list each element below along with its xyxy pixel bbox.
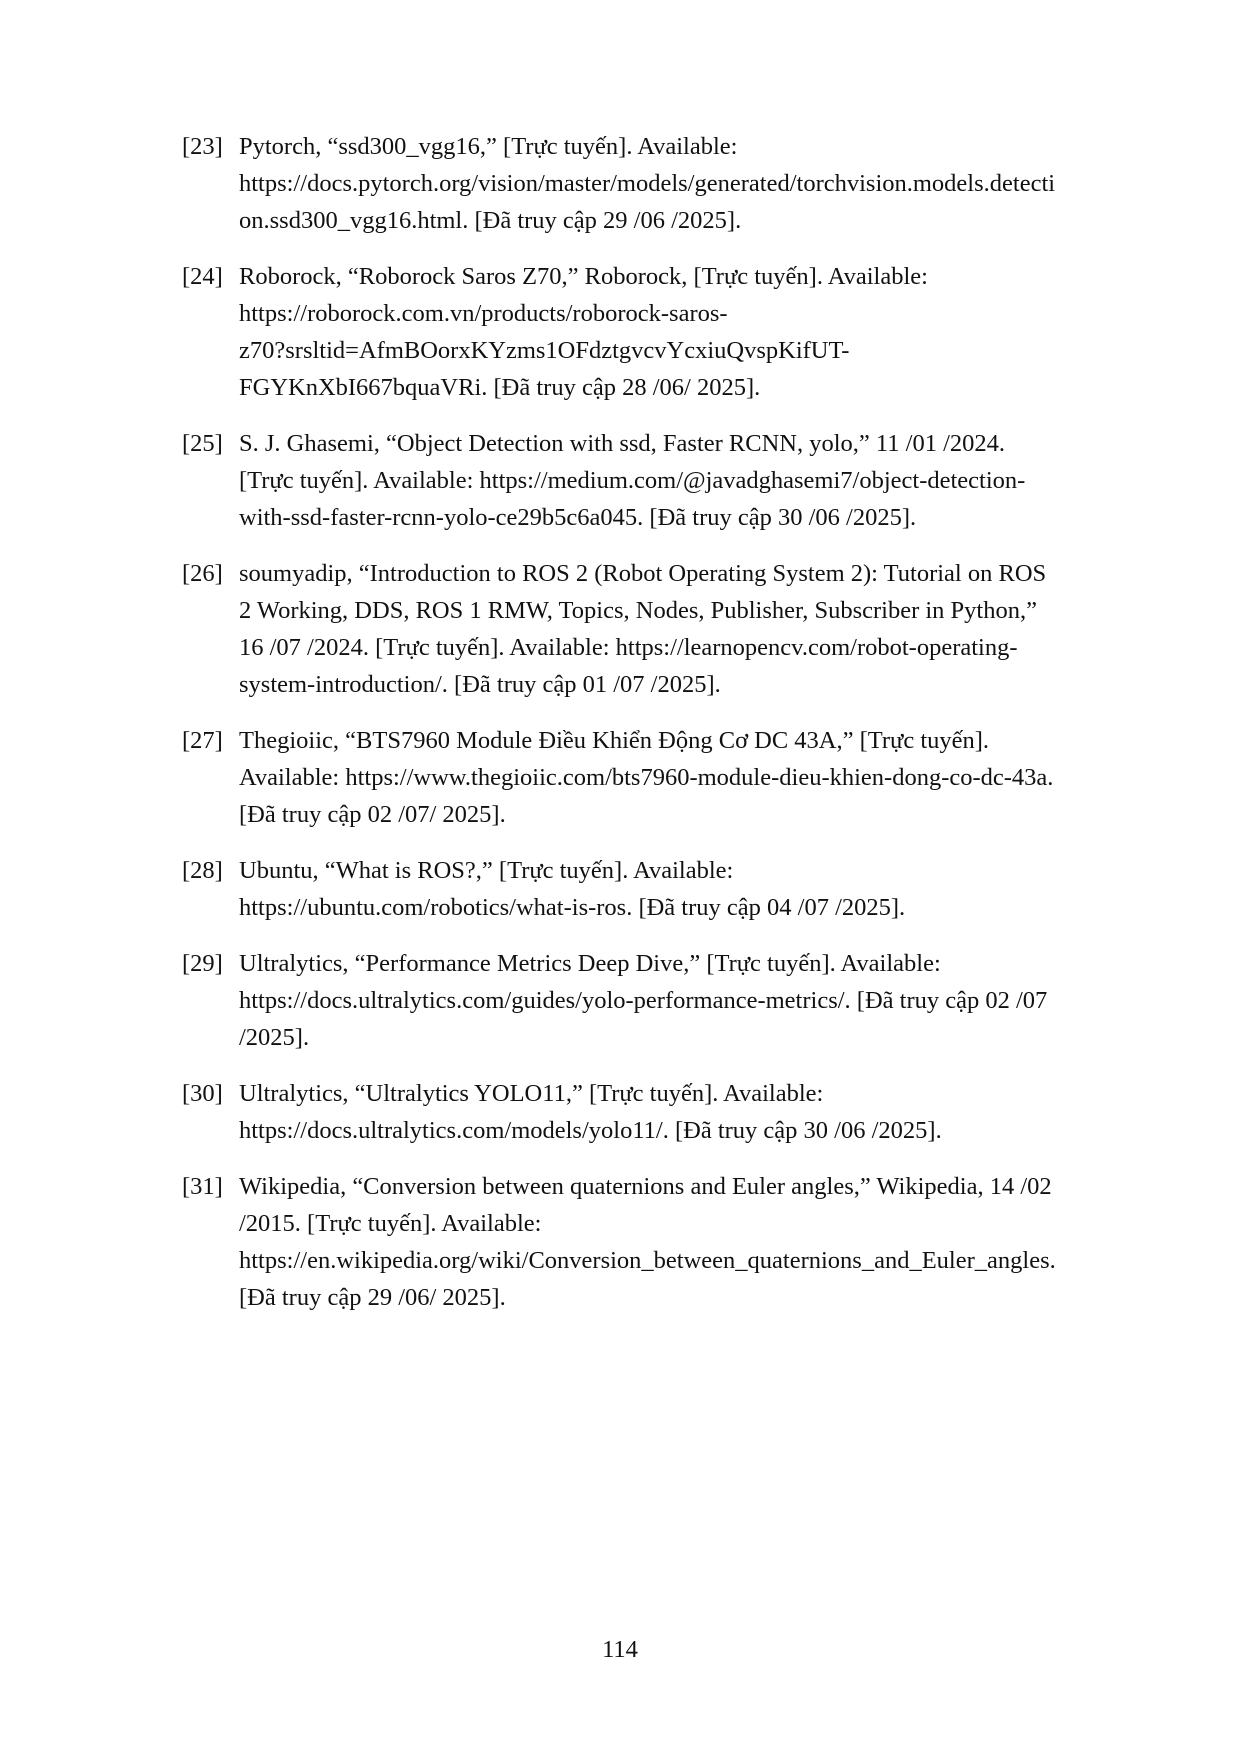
reference-line: 2 Working, DDS, ROS 1 RMW, Topics, Nodes, Publisher, Subscriber in Python,” xyxy=(239,597,1037,624)
reference-list xyxy=(182,128,1142,1335)
reference-text xyxy=(239,425,1142,536)
reference-number: [24] xyxy=(182,263,223,290)
reference-item xyxy=(182,1075,1142,1149)
reference-line: https://ubuntu.com/robotics/what-is-ros. [Đã truy cập 04 /07 /2025]. xyxy=(239,894,906,921)
reference-line: with-ssd-faster-rcnn-yolo-ce29b5c6a045. [Đã truy cập 30 /06 /2025]. xyxy=(239,504,917,531)
reference-number: [29] xyxy=(182,950,223,977)
reference-text xyxy=(239,1168,1142,1316)
reference-line: 16 /07 /2024. [Trực tuyến]. Available: https://learnopencv.com/robot-operating- xyxy=(239,634,1018,661)
reference-line: Thegioiic, “BTS7960 Module Điều Khiển Động Cơ DC 43A,” [Trực tuyến]. xyxy=(239,727,990,754)
reference-number: [30] xyxy=(182,1080,223,1107)
reference-line: /2025]. xyxy=(239,1024,310,1051)
reference-line: https://docs.pytorch.org/vision/master/models/generated/torchvision.models.detecti xyxy=(239,170,1056,197)
reference-line: Wikipedia, “Conversion between quaternions and Euler angles,” Wikipedia, 14 /02 xyxy=(239,1173,1052,1200)
reference-number: [27] xyxy=(182,727,223,754)
reference-number: [28] xyxy=(182,857,223,884)
reference-text xyxy=(239,722,1142,833)
reference-line: https://docs.ultralytics.com/guides/yolo-performance-metrics/. [Đã truy cập 02 /07 xyxy=(239,987,1048,1014)
reference-line: system-introduction/. [Đã truy cập 01 /07 /2025]. xyxy=(239,671,721,698)
reference-line: Ultralytics, “Ultralytics YOLO11,” [Trực tuyến]. Available: xyxy=(239,1080,824,1107)
reference-text xyxy=(239,1075,1142,1149)
reference-number: [31] xyxy=(182,1173,223,1200)
reference-number: [26] xyxy=(182,560,223,587)
reference-line: https://docs.ultralytics.com/models/yolo11/. [Đã truy cập 30 /06 /2025]. xyxy=(239,1117,942,1144)
reference-text xyxy=(239,258,1142,406)
reference-item xyxy=(182,425,1142,536)
reference-line: https://en.wikipedia.org/wiki/Conversion_between_quaternions_and_Euler_angles. xyxy=(239,1247,1056,1274)
reference-text xyxy=(239,555,1142,703)
page-number: 114 xyxy=(602,1636,638,1663)
reference-line: Available: https://www.thegioiic.com/bts7960-module-dieu-khien-dong-co-dc-43a. xyxy=(239,764,1054,791)
reference-number: [23] xyxy=(182,133,223,160)
reference-item xyxy=(182,945,1142,1056)
reference-line: FGYKnXbI667bquaVRi. [Đã truy cập 28 /06/ 2025]. xyxy=(239,374,761,401)
reference-text xyxy=(239,852,1142,926)
reference-line: [Đã truy cập 29 /06/ 2025]. xyxy=(239,1284,506,1311)
reference-item xyxy=(182,1168,1142,1316)
reference-line: z70?srsltid=AfmBOorxKYzms1OFdztgvcvYcxiuQvspKifUT- xyxy=(239,337,850,364)
reference-line: on.ssd300_vgg16.html. [Đã truy cập 29 /06 /2025]. xyxy=(239,207,742,234)
reference-line: S. J. Ghasemi, “Object Detection with ssd, Faster RCNN, yolo,” 11 /01 /2024. xyxy=(239,430,1005,457)
reference-text xyxy=(239,945,1142,1056)
reference-item xyxy=(182,258,1142,406)
reference-item xyxy=(182,852,1142,926)
reference-item xyxy=(182,722,1142,833)
reference-number: [25] xyxy=(182,430,223,457)
reference-line: soumyadip, “Introduction to ROS 2 (Robot Operating System 2): Tutorial on ROS xyxy=(239,560,1047,587)
reference-line: Ultralytics, “Performance Metrics Deep Dive,” [Trực tuyến]. Available: xyxy=(239,950,941,977)
reference-line: /2015. [Trực tuyến]. Available: xyxy=(239,1210,542,1237)
reference-text xyxy=(239,128,1142,239)
reference-line: [Đã truy cập 02 /07/ 2025]. xyxy=(239,801,506,828)
reference-line: Roborock, “Roborock Saros Z70,” Roborock, [Trực tuyến]. Available: xyxy=(239,263,928,290)
reference-line: Ubuntu, “What is ROS?,” [Trực tuyến]. Available: xyxy=(239,857,734,884)
reference-item xyxy=(182,128,1142,239)
reference-item xyxy=(182,555,1142,703)
reference-line: Pytorch, “ssd300_vgg16,” [Trực tuyến]. Available: xyxy=(239,133,738,160)
reference-line: [Trực tuyến]. Available: https://medium.com/@javadghasemi7/object-detection- xyxy=(239,467,1026,494)
reference-line: https://roborock.com.vn/products/roborock-saros- xyxy=(239,300,728,327)
